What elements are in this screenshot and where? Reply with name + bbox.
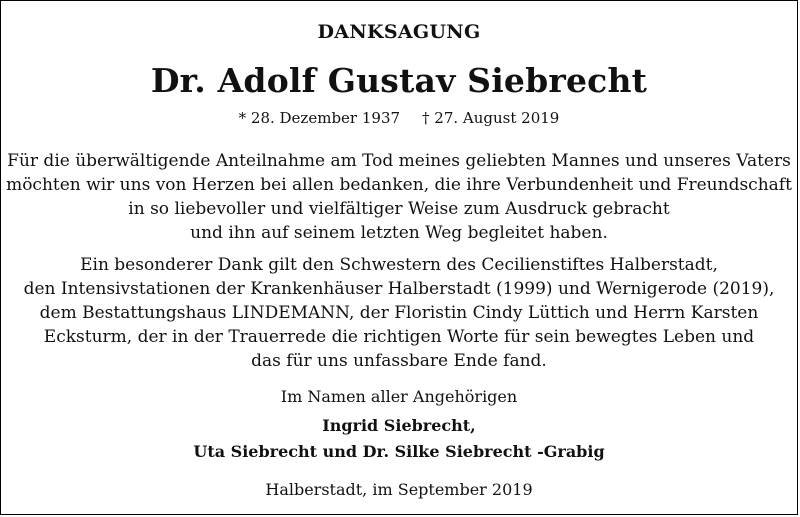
paragraph-line: das für uns unfassbare Ende fand.	[251, 351, 547, 371]
birth-date: * 28. Dezember 1937	[238, 109, 401, 127]
signer-line: Ingrid Siebrecht,	[322, 416, 476, 435]
special-thanks-paragraph	[1, 253, 797, 373]
signer-line: Uta Siebrecht und Dr. Silke Siebrecht -Grabig	[193, 442, 605, 461]
paragraph-line: möchten wir uns von Herzen bei allen bedanken, die ihre Verbundenheit und Freundschaft	[6, 175, 792, 195]
paragraph-line: dem Bestattungshaus LINDEMANN, der Floristin Cindy Lüttich und Herrn Karsten	[39, 303, 759, 323]
place-and-date: Halberstadt, im September 2019	[265, 480, 533, 499]
life-dates	[1, 109, 797, 127]
notice-heading: DANKSAGUNG	[317, 21, 481, 43]
deceased-name: Dr. Adolf Gustav Siebrecht	[150, 61, 648, 100]
paragraph-line: Ecksturm, der in der Trauerrede die richtigen Worte für sein bewegtes Leben und	[43, 327, 755, 347]
death-date: † 27. August 2019	[422, 109, 560, 127]
thanks-paragraph	[1, 149, 797, 245]
paragraph-line: den Intensivstationen der Krankenhäuser Halberstadt (1999) und Wernigerode (2019),	[23, 279, 775, 299]
signers-block	[1, 413, 797, 465]
paragraph-line: Ein besonderer Dank gilt den Schwestern des Cecilienstiftes Halberstadt,	[80, 255, 718, 275]
on-behalf-line: Im Namen aller Angehörigen	[280, 387, 518, 406]
paragraph-line: Für die überwältigende Anteilnahme am Tod meines geliebten Mannes und unseres Vaters	[7, 151, 791, 171]
paragraph-line: in so liebevoller und vielfältiger Weise zum Ausdruck gebracht	[128, 199, 670, 219]
paragraph-line: und ihn auf seinem letzten Weg begleitet haben.	[190, 223, 608, 243]
